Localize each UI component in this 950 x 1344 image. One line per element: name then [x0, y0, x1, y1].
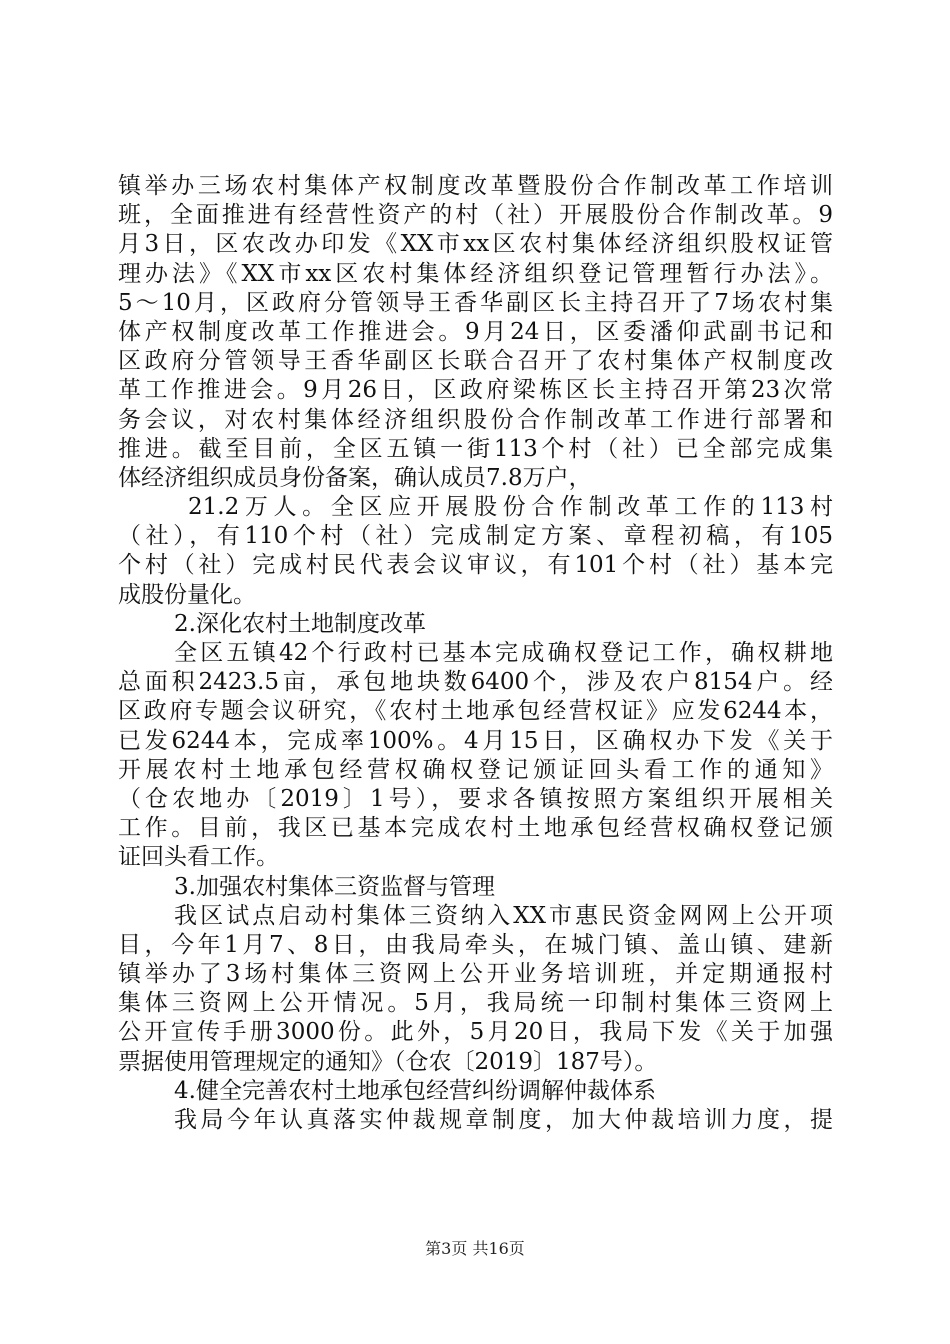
- body-text-line: 开展农村土地承包经营权确权登记颁证回头看工作的通知》: [118, 756, 833, 783]
- section-heading: 2.深化农村土地制度改革: [174, 610, 426, 637]
- section-heading: 3.加强农村集体三资监督与管理: [174, 873, 495, 900]
- body-text-line: 镇举办三场农村集体产权制度改革暨股份合作制改革工作培训: [118, 173, 833, 199]
- document-body: [118, 172, 833, 1135]
- body-text-line: 体经济组织成员身份备案，确认成员7.8万户，: [118, 464, 592, 491]
- body-text-line: 镇举办了3场村集体三资网上公开业务培训班，并定期通报村: [118, 961, 833, 988]
- body-text-line: 班，全面推进有经营性资产的村（社）开展股份合作制改革。9: [118, 202, 833, 229]
- body-text-line: 我局今年认真落实仲裁规章制度，加大仲裁培训力度，提: [174, 1107, 833, 1133]
- body-text-line: 集体三资网上公开情况。5月，我局统一印制村集体三资网上: [118, 990, 833, 1017]
- body-text-line: 革工作推进会。9月26日，区政府梁栋区长主持召开第23次常: [118, 377, 833, 404]
- body-text-line: 区政府分管领导王香华副区长联合召开了农村集体产权制度改: [118, 348, 833, 375]
- body-text-line: 票据使用管理规定的通知》（仓农〔2019〕187号）。: [118, 1048, 658, 1075]
- body-text-line: 我区试点启动村集体三资纳入XX市惠民资金网网上公开项: [174, 902, 833, 929]
- body-text-line: 目，今年1月7、8日，由我局牵头，在城门镇、盖山镇、建新: [118, 931, 833, 958]
- body-text-line: 工作。目前，我区已基本完成农村土地承包经营权确权登记颁: [118, 815, 833, 842]
- body-text-line: （社），有110个村（社）完成制定方案、章程初稿，有105: [118, 523, 833, 550]
- body-text-line: 21.2万人。全区应开展股份合作制改革工作的113村: [188, 494, 833, 521]
- body-text-line: 证回头看工作。: [118, 844, 279, 871]
- body-text-line: 务会议，对农村集体经济组织股份合作制改革工作进行部署和: [118, 406, 833, 433]
- section-heading: 4.健全完善农村土地承包经营纠纷调解仲裁体系: [174, 1077, 656, 1104]
- body-text-line: 理办法》《XX市xx区农村集体经济组织登记管理暂行办法》。: [118, 260, 833, 287]
- body-text-line: 个村（社）完成村民代表会议审议，有101个村（社）基本完: [118, 552, 833, 579]
- body-text-line: （仓农地办〔2019〕1号），要求各镇按照方案组织开展相关: [118, 785, 833, 812]
- body-text-line: 公开宣传手册3000份。此外，5月20日，我局下发《关于加强: [118, 1019, 833, 1046]
- body-text-line: 5～10月，区政府分管领导王香华副区长主持召开了7场农村集: [118, 289, 833, 316]
- body-text-line: 全区五镇42个行政村已基本完成确权登记工作，确权耕地: [174, 640, 833, 666]
- body-text-line: 体产权制度改革工作推进会。9月24日，区委潘仰武副书记和: [118, 318, 833, 345]
- body-text-line: 区政府专题会议研究，《农村土地承包经营权证》应发6244本，: [118, 698, 833, 725]
- body-text-line: 总面积2423.5亩，承包地块数6400个，涉及农户8154户。经: [118, 669, 833, 696]
- body-text-line: 月3日，区农改办印发《XX市xx区农村集体经济组织股权证管: [118, 231, 833, 258]
- body-text-line: 成股份量化。: [118, 581, 256, 608]
- page-number-footer: 第3页 共16页: [425, 1239, 525, 1258]
- body-text-line: 已发6244本，完成率100%。4月15日，区确权办下发《关于: [118, 727, 833, 754]
- body-text-line: 推进。截至目前，全区五镇一街113个村（社）已全部完成集: [118, 435, 833, 462]
